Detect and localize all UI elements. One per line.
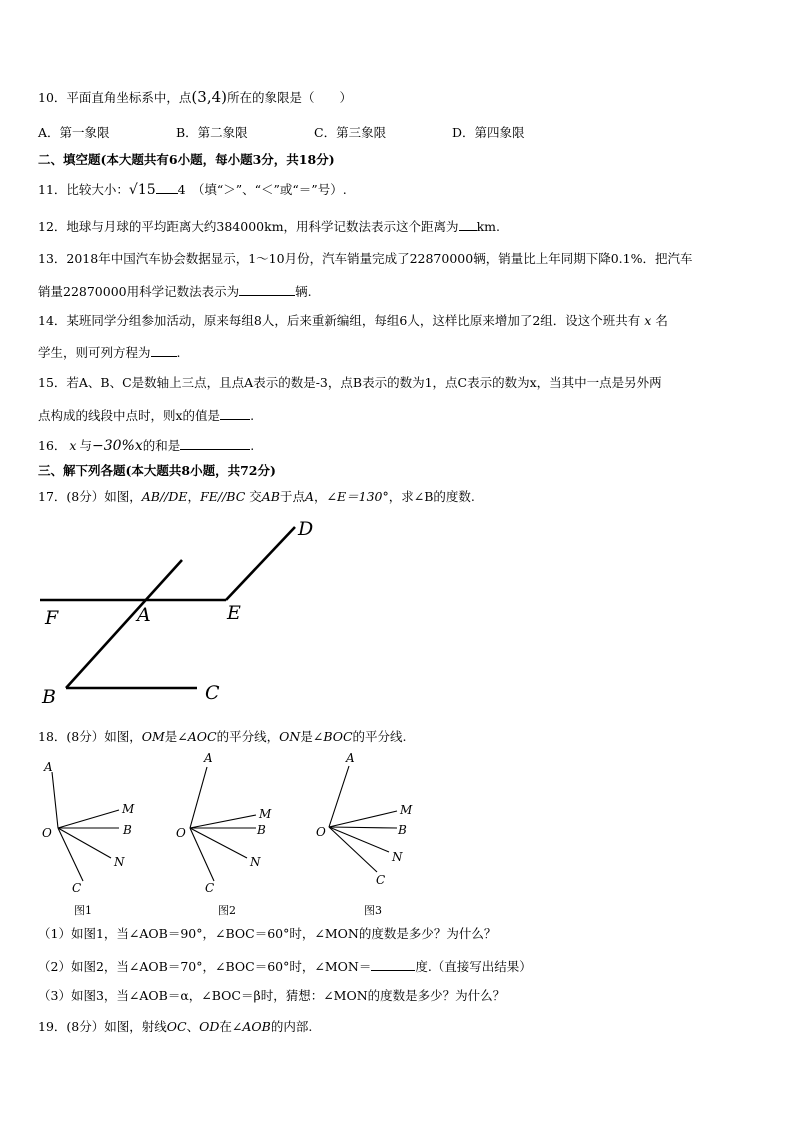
fig3-label-n: N: [392, 850, 403, 864]
q10-text-b: 所在的象限是（ ）: [226, 90, 352, 105]
q18-sub2: [38, 958, 532, 975]
q10-option-d: D．第四象限: [452, 125, 525, 140]
q18-text-b: 是∠: [164, 729, 188, 744]
q19-text-d: 的内部.: [270, 1019, 313, 1034]
q16-expression: −30%x: [91, 438, 143, 454]
q14-text-b: 名: [655, 313, 668, 328]
q10-option-b: B．第二象限: [176, 125, 248, 140]
q13-line1: 13．2018年中国汽车协会数据显示，1～10月份，汽车销量完成了22870000辆，销量比上年同期下降0.1%．把汽车: [38, 251, 693, 266]
fig3-label-o: O: [316, 825, 326, 839]
q16-x: x: [69, 438, 77, 453]
fig3-label-a: A: [346, 751, 355, 765]
fig2-caption: 图2: [218, 904, 236, 917]
q17-text-c: 于点: [279, 489, 305, 504]
q17-text-a: 17．(8分）如图，: [38, 489, 142, 504]
q17-point-a: A: [305, 489, 315, 504]
label-d: D: [298, 518, 314, 540]
q18-sub2-text-b: 度.（直接写出结果）: [415, 959, 532, 974]
q17-text-e: ，求∠B的度数.: [388, 489, 475, 504]
q18-figure-2: [190, 767, 256, 881]
q15-line1: 15．若A、B、C是数轴上三点，且点A表示的数是-3，点B表示的数为1，点C表示的数为x，当其中一点是另外两: [38, 375, 662, 390]
q16-text-c: .: [250, 438, 255, 453]
q17-condition-1: AB//DE: [141, 489, 188, 504]
q11-sqrt: √15: [128, 182, 156, 198]
fig2-label-a: A: [204, 751, 213, 765]
label-c: C: [205, 682, 220, 704]
q15-text-a: 点构成的线段中点时，则x的值是: [38, 408, 221, 423]
section-2-heading: 二、填空题(本大题共有6小题，每小题3分，共18分): [38, 152, 335, 167]
fig3-label-b: B: [398, 823, 407, 837]
q18-text-d: 是∠: [300, 729, 324, 744]
q10-point: (3,4): [191, 88, 227, 106]
q11-text-b: 4 （填“＞”、“＜”或“＝”号）.: [177, 182, 347, 197]
fig1-label-b: B: [123, 823, 132, 837]
q17-segment-ab: AB: [261, 489, 280, 504]
fig2-label-n: N: [250, 855, 261, 869]
q17-separator: ，: [187, 489, 201, 504]
q19-text-b: 、: [186, 1019, 200, 1034]
q14-text-a: 14．某班同学分组参加活动，原来每组8人，后来重新编组，每组6人，这样比原来增加了2组．设这个班共有: [38, 313, 641, 328]
fig2-label-b: B: [257, 823, 266, 837]
fig2-label-c: C: [205, 881, 215, 895]
q18-sub1: （1）如图1，当∠AOB＝90°，∠BOC＝60°时，∠MON的度数是多少？为什么？: [38, 926, 497, 941]
q18-boc: BOC: [323, 729, 353, 744]
q18-text-c: 的平分线，: [216, 729, 280, 744]
q11-text-a: 11．比较大小：: [38, 182, 129, 197]
q19-oc: OC: [166, 1019, 187, 1034]
q16-text-a: 与: [79, 438, 92, 453]
q16-number: 16．: [38, 438, 67, 453]
q17-condition-2: FE//BC: [200, 489, 246, 504]
q10-option-a: A．第一象限: [38, 125, 110, 140]
fig3-label-m: M: [400, 803, 413, 817]
label-b: B: [42, 686, 56, 708]
fig2-label-o: O: [176, 826, 186, 840]
q18-figure-3: [329, 766, 397, 872]
q19-stem: [38, 1019, 312, 1035]
q19-aob: ∠AOB: [231, 1019, 271, 1034]
q17-text-d: ，: [314, 489, 327, 504]
q18-aoc: AOC: [187, 729, 217, 744]
q19-od: OD: [199, 1019, 220, 1034]
q14-text-d: .: [176, 345, 181, 360]
fig2-label-m: M: [259, 807, 272, 821]
q14-variable: x: [644, 313, 652, 328]
q18-om: OM: [141, 729, 165, 744]
q18-sub3: （3）如图3，当∠AOB＝α，∠BOC＝β时，猜想：∠MON的度数是多少？为什么？: [38, 988, 506, 1003]
label-a: A: [137, 604, 151, 626]
q18-sub2-text-a: （2）如图2，当∠AOB＝70°，∠BOC＝60°时，∠MON＝: [38, 959, 372, 974]
q14-text-c: 学生，则可列方程为: [38, 345, 151, 360]
fig1-label-c: C: [72, 881, 82, 895]
fig1-label-o: O: [42, 826, 52, 840]
q19-text-c: 在: [219, 1019, 232, 1034]
fig1-label-n: N: [114, 855, 125, 869]
q18-text-e: 的平分线.: [352, 729, 407, 744]
section-3-heading: 三、解下列各题(本大题共8小题，共72分): [38, 463, 276, 478]
q16-text-b: 的和是: [142, 438, 181, 453]
q10-option-c: C．第三象限: [314, 125, 387, 140]
fig1-label-m: M: [122, 802, 135, 816]
fig3-label-c: C: [376, 873, 386, 887]
q13-text-a: 销量22870000用科学记数法表示为: [38, 284, 240, 299]
q18-text-a: 18．(8分）如图，: [38, 729, 142, 744]
q12-text-b: km.: [476, 219, 500, 234]
q17-text-b: 交: [249, 489, 262, 504]
fig1-label-a: A: [44, 760, 53, 774]
q17-angle: ∠E＝130°: [326, 489, 389, 504]
fig1-caption: 图1: [74, 904, 92, 917]
q10-text-a: 10．平面直角坐标系中，点: [38, 90, 192, 105]
label-e: E: [227, 602, 241, 624]
label-f: F: [45, 607, 59, 629]
q18-on: ON: [279, 729, 301, 744]
q15-text-b: .: [250, 408, 255, 423]
q12-text-a: 12．地球与月球的平均距离大约384000km，用科学记数法表示这个距离为: [38, 219, 459, 234]
q13-text-b: 辆.: [295, 284, 312, 299]
q18-sub2-blank: [371, 958, 415, 971]
fig3-caption: 图3: [364, 904, 382, 917]
q18-figure-1: [52, 772, 119, 881]
q19-text-a: 19．(8分）如图，射线: [38, 1019, 167, 1034]
